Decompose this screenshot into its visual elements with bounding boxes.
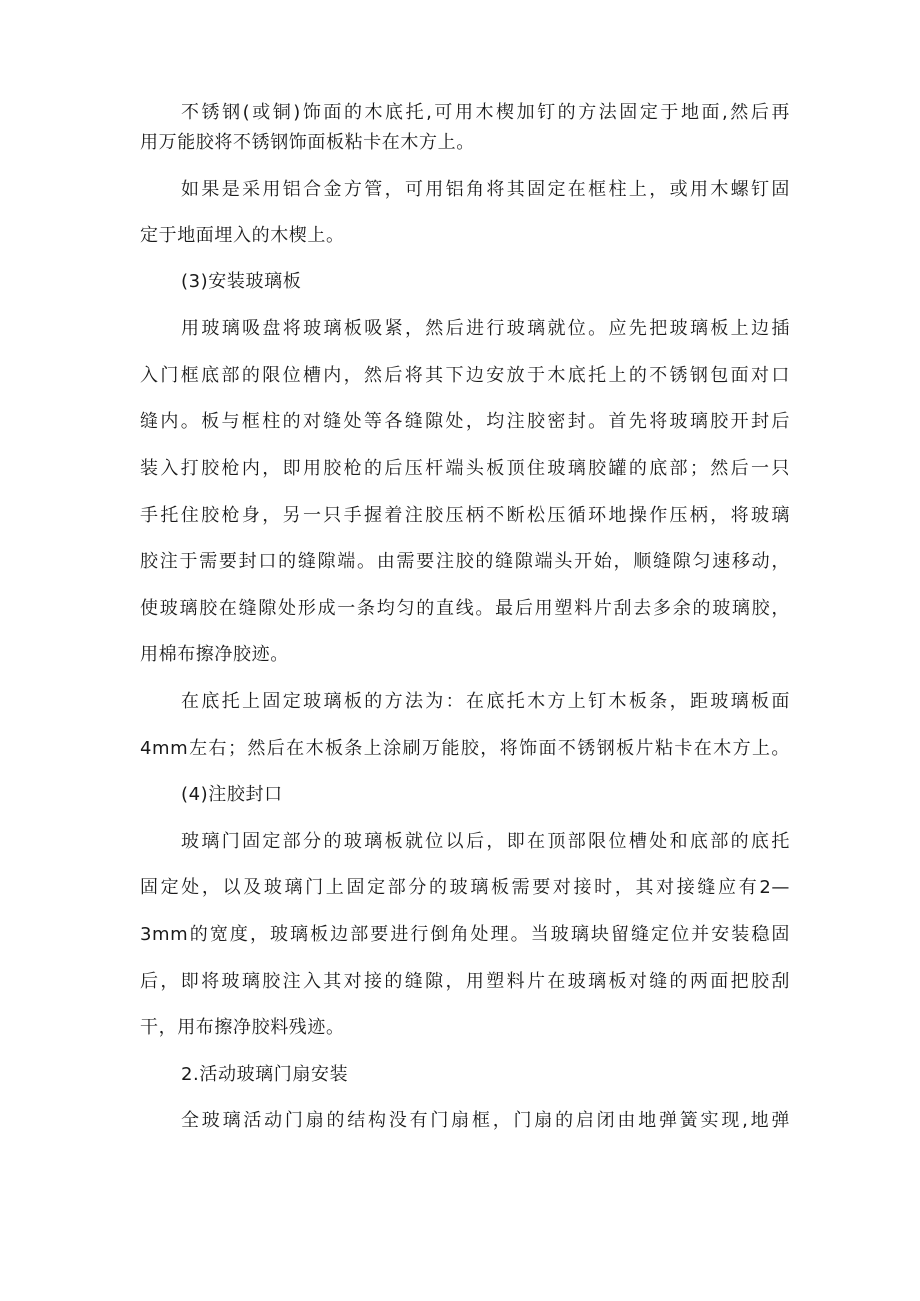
paragraph-line: 用万能胶将不锈钢饰面板粘卡在木方上。	[140, 132, 475, 153]
paragraph-line: 干，用布擦净胶料残迹。	[140, 1017, 345, 1038]
paragraph-line: 不锈钢(或铜)饰面的木底托,可用木楔加钉的方法固定于地面,然后再	[181, 102, 790, 123]
section-heading: (4)注胶封口	[181, 784, 283, 805]
paragraph-line: 4mm左右；然后在木板条上涂刷万能胶，将饰面不锈钢板片粘卡在木方上。	[140, 738, 790, 759]
paragraph-line: 全玻璃活动门扇的结构没有门扇框，门扇的启闭由地弹簧实现,地弹	[181, 1110, 790, 1131]
paragraph-line: 在底托上固定玻璃板的方法为：在底托木方上钉木板条，距玻璃板面	[181, 691, 790, 712]
paragraph-line: 装入打胶枪内，即用胶枪的后压杆端头板顶住玻璃胶罐的底部；然后一只	[140, 458, 790, 479]
paragraph-line: 用棉布擦净胶迹。	[140, 644, 289, 665]
paragraph-line: 缝内。板与框柱的对缝处等各缝隙处，均注胶密封。首先将玻璃胶开封后	[140, 411, 790, 432]
section-heading: (3)安装玻璃板	[181, 271, 302, 292]
paragraph-line: 定于地面埋入的木楔上。	[140, 225, 345, 246]
section-heading: 2.活动玻璃门扇安装	[181, 1064, 349, 1085]
paragraph-line: 玻璃门固定部分的玻璃板就位以后，即在顶部限位槽处和底部的底托	[181, 831, 790, 852]
paragraph-line: 后，即将玻璃胶注入其对接的缝隙，用塑料片在玻璃板对缝的两面把胶刮	[140, 971, 790, 992]
paragraph-line: 如果是采用铝合金方管，可用铝角将其固定在框柱上，或用木螺钉固	[181, 179, 790, 200]
paragraph-line: 3mm的宽度，玻璃板边部要进行倒角处理。当玻璃块留缝定位并安装稳固	[140, 924, 790, 945]
paragraph-line: 用玻璃吸盘将玻璃板吸紧，然后进行玻璃就位。应先把玻璃板上边插	[181, 318, 790, 339]
paragraph-line: 入门框底部的限位槽内，然后将其下边安放于木底托上的不锈钢包面对口	[140, 365, 790, 386]
paragraph-line: 胶注于需要封口的缝隙端。由需要注胶的缝隙端头开始，顺缝隙匀速移动，	[140, 551, 790, 572]
paragraph-line: 固定处，以及玻璃门上固定部分的玻璃板需要对接时，其对接缝应有2—	[140, 877, 790, 898]
paragraph-line: 使玻璃胶在缝隙处形成一条均匀的直线。最后用塑料片刮去多余的玻璃胶，	[140, 598, 790, 619]
paragraph-line: 手托住胶枪身，另一只手握着注胶压柄不断松压循环地操作压柄，将玻璃	[140, 505, 790, 526]
